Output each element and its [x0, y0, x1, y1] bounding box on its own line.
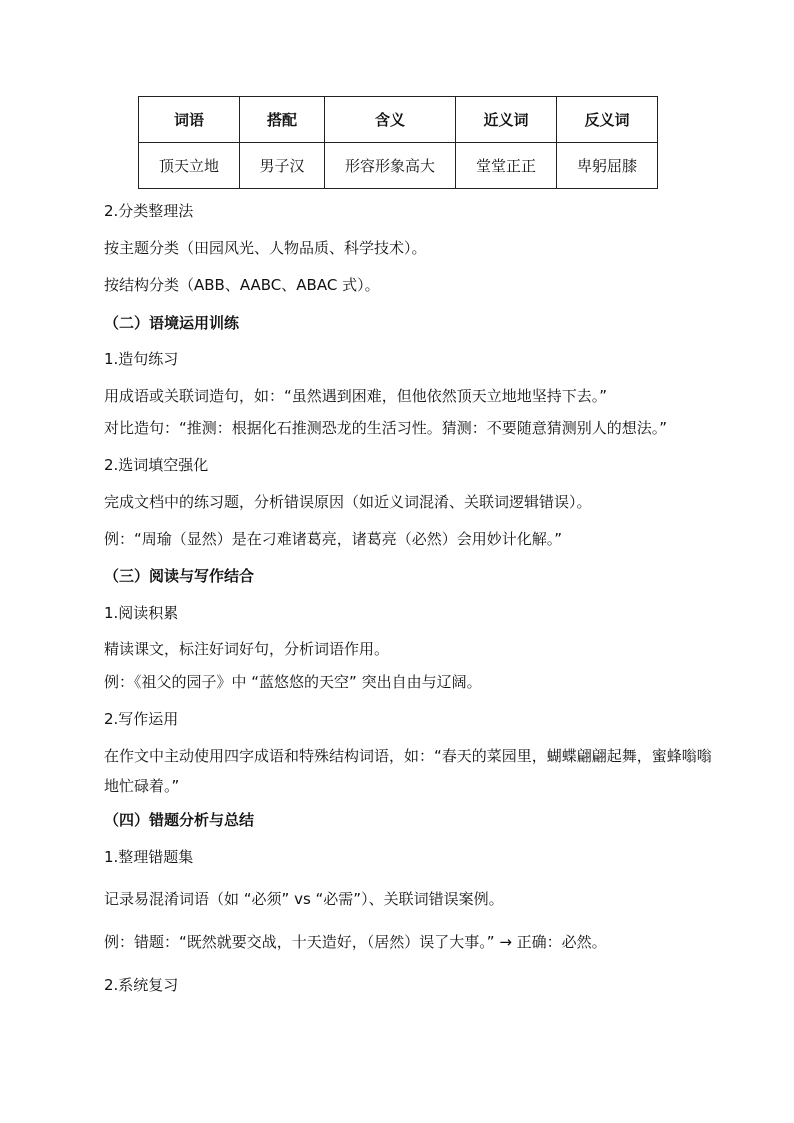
section-heading: 2.系统复习	[104, 976, 179, 994]
section-heading: 1.造句练习	[104, 350, 179, 368]
section-heading: 2.分类整理法	[104, 202, 194, 220]
paragraph: 记录易混淆词语（如 “必须” vs “必需”）、关联词错误案例。	[104, 890, 504, 908]
paragraph: 按主题分类（田园风光、人物品质、科学技术）。	[104, 239, 427, 257]
paragraph: 例：“周瑜（显然）是在刁难诸葛亮，诸葛亮（必然）会用妙计化解。”	[104, 530, 563, 548]
paragraph: 精读课文，标注好词好句，分析词语作用。	[104, 640, 390, 658]
section-title: （二）语境运用训练	[104, 314, 240, 332]
section-heading: 2.写作运用	[104, 710, 179, 728]
table-header-cell: 搭配	[240, 97, 325, 143]
paragraph: 在作文中主动使用四字成语和特殊结构词语，如：“春天的菜园里，蝴蝶翩翩起舞，蜜蜂嗡嗡地忙碌着。”	[104, 747, 712, 795]
table-cell: 堂堂正正	[456, 143, 557, 189]
table-header-cell: 近义词	[456, 97, 557, 143]
table-header-cell: 反义词	[557, 97, 658, 143]
table-header-row	[139, 97, 658, 143]
section-title: （三）阅读与写作结合	[104, 567, 255, 585]
paragraph: 按结构分类（ABB、AABC、ABAC 式）。	[104, 276, 380, 294]
table-cell: 顶天立地	[139, 143, 240, 189]
section-title: （四）错题分析与总结	[104, 811, 255, 829]
table-header-cell: 词语	[139, 97, 240, 143]
vocabulary-table	[138, 96, 658, 189]
table-cell: 男子汉	[240, 143, 325, 189]
paragraph: 对比造句：“推测：根据化石推测恐龙的生活习性。猜测：不要随意猜测别人的想法。”	[104, 419, 668, 437]
paragraph: 用成语或关联词造句，如：“虽然遇到困难，但他依然顶天立地地坚持下去。”	[104, 387, 608, 405]
section-heading: 1.整理错题集	[104, 848, 194, 866]
paragraph: 完成文档中的练习题，分析错误原因（如近义词混淆、关联词逻辑错误）。	[104, 493, 592, 511]
table-header-cell: 含义	[325, 97, 456, 143]
section-heading: 1.阅读积累	[104, 604, 179, 622]
paragraph: 例：错题：“既然就要交战，十天造好，（居然）误了大事。” → 正确：必然。	[104, 933, 607, 951]
paragraph: 例：《祖父的园子》中 “蓝悠悠的天空” 突出自由与辽阔。	[104, 673, 482, 691]
table-cell: 形容形象高大	[325, 143, 456, 189]
table-cell: 卑躬屈膝	[557, 143, 658, 189]
table-row	[139, 143, 658, 189]
section-heading: 2.选词填空强化	[104, 456, 209, 474]
